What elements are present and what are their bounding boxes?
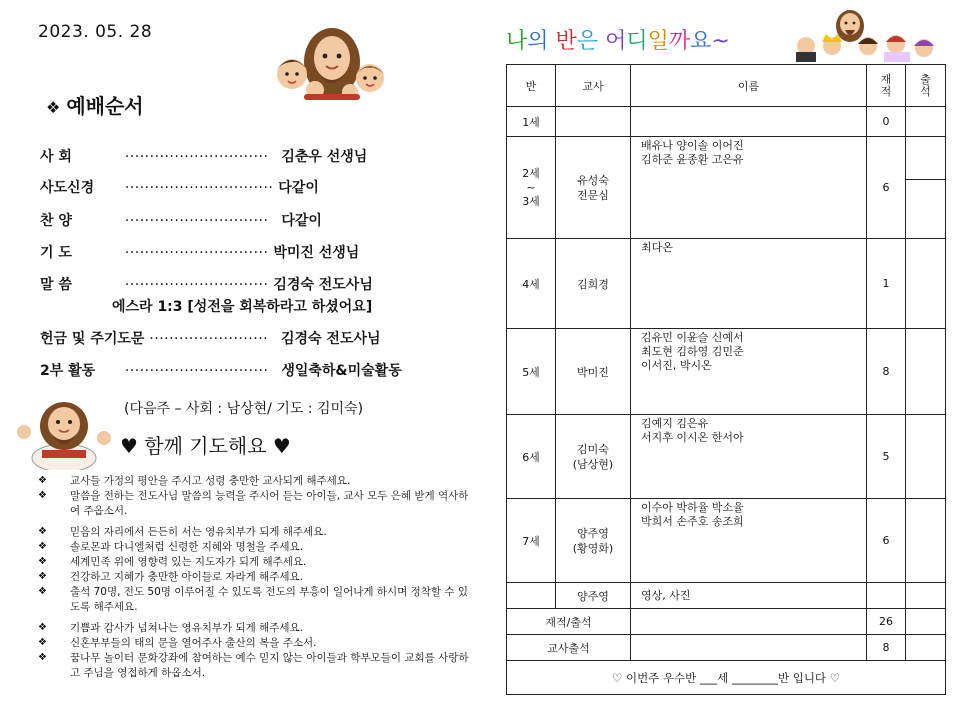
title-char: 반 [555, 29, 577, 54]
prayer-item [38, 525, 478, 540]
enrolled-cell: 6 [867, 137, 906, 239]
class-cell: 5세 [507, 329, 556, 415]
prayer-text: 꿈나무 놀이터 문화강좌에 참여하는 예수 믿지 않는 아이들과 학부모들이 교회를 사랑하고 주님을 영접하게 하옵소서. [70, 652, 469, 679]
table-row [507, 415, 946, 499]
prayer-item [38, 489, 478, 525]
total-blank-cell [631, 609, 867, 635]
order-label: 사 회 [40, 149, 72, 165]
order-value: 김경숙 전도사님 [273, 277, 373, 293]
attendance-cell[interactable] [906, 415, 946, 499]
order-row-creed [40, 177, 319, 197]
prayer-title: ♥ 함께 기도해요 ♥ [120, 434, 291, 458]
table-row [507, 499, 946, 583]
order-dots: ····························· [124, 213, 269, 229]
prayer-item [38, 555, 478, 570]
table-row [507, 107, 946, 137]
enrolled-cell: 6 [867, 499, 906, 583]
title-char: ~ [711, 29, 730, 54]
enrolled-cell [867, 583, 906, 609]
order-row-praise [40, 210, 322, 230]
order-label: 사도신경 [40, 180, 95, 196]
table-row [507, 583, 946, 609]
prayer-text: 교사들 가정의 평안을 주시고 성령 충만한 교사되게 해주세요. [70, 475, 351, 487]
order-label: 찬 양 [40, 213, 72, 229]
prayer-item [38, 570, 478, 585]
order-value: 생일축하&미술활동 [281, 363, 402, 379]
scripture-reference: 에스라 1:3 [성전을 회복하라고 하셨어요] [112, 299, 373, 315]
title-char: 의 [527, 29, 549, 54]
order-dots: ····························· [124, 363, 269, 379]
diamond-bullet-icon: ❖ [46, 98, 61, 117]
order-row-activity [40, 360, 402, 380]
diamond-bullet-icon: ❖ [38, 526, 47, 537]
teacher-blank-cell [631, 635, 867, 661]
teacher-cell: 양주영 [556, 583, 631, 609]
attendance-cell[interactable] [906, 107, 946, 137]
class-cell: 6세 [507, 415, 556, 499]
diamond-bullet-icon: ❖ [38, 586, 47, 597]
order-dots: ····························· [124, 277, 269, 293]
worship-order-title-text: 예배순서 [66, 94, 144, 118]
diamond-bullet-icon: ❖ [38, 541, 47, 552]
order-value: 다같이 [281, 213, 322, 229]
teacher-cell: 박미진 [556, 329, 631, 415]
order-value: 다같이 [278, 180, 319, 196]
jesus-with-children-group-illustration [788, 6, 948, 62]
teacher-attendance-extra[interactable] [906, 635, 946, 661]
order-label: 헌금 및 주기도문 [40, 331, 145, 347]
teacher-cell: 김희경 [556, 239, 631, 329]
title-char: 요 [690, 29, 712, 54]
enrolled-cell: 8 [867, 329, 906, 415]
jesus-with-children-illustration [270, 18, 390, 100]
prayer-item [38, 651, 478, 681]
prayer-item [38, 474, 478, 489]
order-dots: ····························· [124, 149, 269, 165]
header-teacher: 교사 [556, 65, 631, 107]
attendance-cell[interactable] [906, 499, 946, 583]
teacher-cell: 유성숙 전문심 [556, 137, 631, 239]
title-char [549, 29, 556, 54]
order-value: 박미진 선생님 [273, 245, 360, 261]
class-cell: 4세 [507, 239, 556, 329]
teacher-attendance-label: 교사출석 [507, 635, 631, 661]
total-enrolled-value: 26 [867, 609, 906, 635]
teacher-attendance-row [507, 635, 946, 661]
class-cell: 2세 ~ 3세 [507, 137, 556, 239]
class-cell: 7세 [507, 499, 556, 583]
order-label: 기 도 [40, 245, 72, 261]
teacher-attendance-value: 8 [867, 635, 906, 661]
header-class: 반 [507, 65, 556, 107]
date: 2023. 05. 28 [38, 22, 153, 42]
next-week-note: (다음주 – 사회 : 남상현/ 기도 : 김미숙) [124, 401, 364, 417]
names-cell [631, 107, 867, 137]
table-row [507, 329, 946, 415]
attendance-cell[interactable] [906, 239, 946, 329]
table-row [507, 137, 946, 180]
prayer-item [38, 540, 478, 555]
total-enrolled-label: 재적/출석 [507, 609, 631, 635]
prayer-text: 솔로몬과 다니엘처럼 신령한 지혜와 명철을 주세요. [70, 541, 304, 553]
prayer-text: 출석 70명, 전도 50명 이루어질 수 있도록 전도의 부흥이 일어나게 하시며 정착할 수 있도록 해주세요. [70, 586, 469, 613]
table-header-row [507, 65, 946, 107]
order-row-sermon [40, 274, 373, 294]
prayer-list [38, 474, 478, 681]
teacher-cell: 김미숙 (남상현) [556, 415, 631, 499]
class-attendance-table [506, 64, 946, 695]
order-row-offering [40, 328, 381, 348]
title-char: 어 [605, 29, 627, 54]
prayer-item [38, 585, 478, 621]
attendance-cell[interactable] [906, 180, 946, 239]
enrolled-cell: 1 [867, 239, 906, 329]
names-cell: 김유민 이윤슬 신예서 최도현 김하영 김민준 이서진, 박시온 [631, 329, 867, 415]
teacher-cell: 양주영 (황영화) [556, 499, 631, 583]
footer-row [507, 661, 946, 695]
names-cell: 배유나 양이솔 이어진 김하준 윤종환 고은유 [631, 137, 867, 239]
jesus-waving-illustration [12, 398, 116, 470]
title-char: 까 [668, 29, 691, 54]
order-value: 김춘우 선생님 [281, 149, 368, 165]
diamond-bullet-icon: ❖ [38, 490, 47, 501]
order-value: 김경숙 전도사님 [280, 331, 381, 347]
order-row-host [40, 146, 367, 166]
diamond-bullet-icon: ❖ [38, 475, 47, 486]
title-char: 은 [576, 29, 599, 54]
names-cell: 최다온 [631, 239, 867, 329]
header-attendance: 출 석 [906, 65, 946, 107]
attendance-cell[interactable] [906, 329, 946, 415]
order-dots: ························ [149, 331, 269, 347]
best-class-footer: ♡ 이번주 우수반 ___세 ________반 입니다 ♡ [507, 661, 946, 695]
order-label: 2부 활동 [40, 363, 96, 379]
prayer-text: 믿음의 자리에서 든든히 서는 영유치부가 되게 해주세요. [70, 526, 327, 538]
order-dots: ······························ [124, 180, 274, 196]
order-row-prayer [40, 242, 359, 262]
teacher-cell [556, 107, 631, 137]
enrolled-cell: 0 [867, 107, 906, 137]
attendance-cell[interactable] [906, 137, 946, 180]
diamond-bullet-icon: ❖ [38, 571, 47, 582]
names-cell: 김예지 김은유 서지후 이시온 한서아 [631, 415, 867, 499]
diamond-bullet-icon: ❖ [38, 622, 47, 633]
class-cell: 1세 [507, 107, 556, 137]
diamond-bullet-icon: ❖ [38, 637, 47, 648]
title-char: 디 [626, 29, 648, 54]
total-enrolled-row [507, 609, 946, 635]
order-dots: ····························· [124, 245, 269, 261]
enrolled-cell: 5 [867, 415, 906, 499]
attendance-cell[interactable] [906, 583, 946, 609]
prayer-item [38, 621, 478, 636]
prayer-text: 세계민족 위에 영향력 있는 지도자가 되게 해주세요. [70, 556, 307, 568]
prayer-item [38, 636, 478, 651]
total-attendance-cell[interactable] [906, 609, 946, 635]
order-label: 말 씀 [40, 277, 72, 293]
class-section-title [506, 24, 730, 55]
class-cell [507, 583, 556, 609]
diamond-bullet-icon: ❖ [38, 556, 47, 567]
prayer-text: 말씀을 전하는 전도사님 말씀의 능력을 주시어 듣는 아이들, 교사 모두 은혜 받게 역사하여 주옵소서. [70, 490, 469, 517]
names-cell: 영상, 사진 [631, 583, 867, 609]
header-names: 이름 [631, 65, 867, 107]
prayer-text: 신혼부부들의 태의 문을 열어주사 출산의 복을 주소서. [70, 637, 317, 649]
diamond-bullet-icon: ❖ [38, 652, 47, 663]
prayer-text: 기쁨과 감사가 넘쳐나는 영유치부가 되게 해주세요. [70, 622, 304, 634]
prayer-text: 건강하고 지혜가 충만한 아이들로 자라게 해주세요. [70, 571, 304, 583]
names-cell: 이수아 박하율 박소율 박희서 손주호 송조희 [631, 499, 867, 583]
title-char [598, 29, 605, 54]
title-char: 나 [506, 29, 528, 54]
worship-order-title [46, 90, 144, 119]
header-enrolled: 재 적 [867, 65, 906, 107]
title-char: 일 [647, 29, 669, 54]
table-row [507, 239, 946, 329]
